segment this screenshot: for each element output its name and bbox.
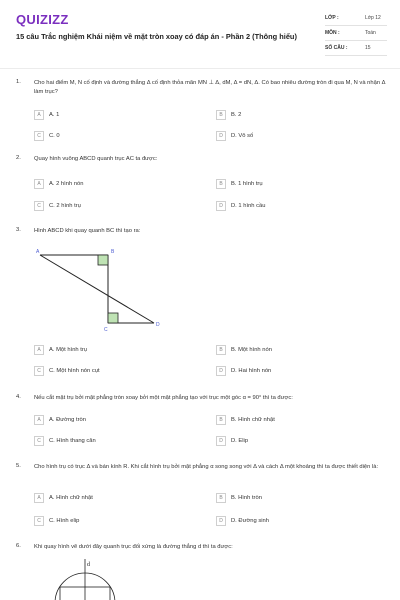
label-a: A [36,249,40,255]
option-text: B. Hình chữ nhật [231,417,275,423]
option-letter-box: D [216,131,226,141]
option-letter-box: B [216,345,226,355]
rotation-figure [30,557,150,600]
question-text: Nếu cắt mặt trụ bởi mặt phẳng tròn xoay bởi một mặt phẳng tạo với trục một góc α = 90° thì ta được: [34,395,293,401]
label-b: B [111,249,115,255]
option-b[interactable] [216,414,275,426]
option-a[interactable] [34,344,87,356]
option-text: C. 0 [49,133,60,139]
option-letter-box: D [216,201,226,211]
option-text: D. Đường sinh [231,518,269,524]
option-text: D. Elip [231,438,249,444]
option-letter-box: C [34,131,44,141]
option-text: B. 1 hình trụ [231,181,263,187]
option-b[interactable] [216,344,272,356]
option-letter-box: C [34,516,44,526]
option-letter-box: D [216,366,226,376]
segment-ad [40,255,154,323]
meta-label: LỚP : [325,15,339,21]
meta-label: MÔN : [325,30,340,36]
option-text: C. Một hình nón cụt [49,368,100,374]
meta-value: 15 [365,45,371,51]
option-letter-box: B [216,179,226,189]
meta-label: SỐ CÂU : [325,45,348,51]
trapezoid-figure [32,245,172,335]
option-b[interactable] [216,492,262,504]
option-text: A. Đường tròn [49,417,87,423]
meta-row-class [325,11,387,26]
option-letter-box: C [34,201,44,211]
question-number: 3. [16,227,21,233]
option-letter-box: A [34,179,44,189]
option-a[interactable] [34,109,59,121]
option-letter-box: A [34,415,44,425]
question-text: Hình ABCD khi quay quanh BC thì tạo ra: [34,228,141,234]
option-letter-box: A [34,493,44,503]
header-divider [0,68,400,69]
option-c[interactable] [34,435,96,447]
question-number: 6. [16,543,21,549]
option-b[interactable] [216,178,263,190]
question-text: Cho hình trụ có trục Δ và bán kính R. Khi cắt hình trụ bởi mặt phẳng α song song với Δ và cách Δ một khoảng thì ta được thiết diện là: [34,464,379,470]
option-text: D. 1 hình cầu [231,203,266,209]
option-a[interactable] [34,492,93,504]
option-d[interactable] [216,365,271,377]
meta-value: Lớp 12 [365,15,381,21]
option-d[interactable] [216,130,253,142]
option-d[interactable] [216,515,269,527]
option-a[interactable] [34,414,86,426]
label-d: d [87,562,90,568]
option-c[interactable] [34,365,100,377]
label-c: C [104,327,108,333]
option-letter-box: D [216,516,226,526]
option-letter-box: B [216,493,226,503]
option-text: D. Hai hình nón [231,368,272,374]
question-number: 4. [16,394,21,400]
quizizz-logo: QUIZIZZ [16,12,69,27]
option-letter-box: A [34,345,44,355]
option-letter-box: D [216,436,226,446]
option-letter-box: C [34,366,44,376]
meta-row-count [325,41,387,56]
option-text: C. Hình elip [49,518,80,524]
question-text: Khi quay hình vẽ dưới đây quanh trục đối xứng là đường thẳng d thì ta được: [34,544,233,550]
option-text: A. 1 [49,112,60,118]
right-angle-marker-b [98,255,108,265]
option-text: B. Hình tròn [231,495,262,501]
option-text: A. 2 hình nón [49,181,84,187]
option-text: B. Một hình nón [231,347,272,353]
question-number: 5. [16,463,21,469]
page-title: 15 câu Trắc nghiệm Khái niệm về mặt tròn xoay có đáp án - Phần 2 (Thông hiểu) [16,32,297,41]
meta-panel [325,11,387,56]
option-c[interactable] [34,200,81,212]
question-number: 2. [16,155,21,161]
option-a[interactable] [34,178,84,190]
option-d[interactable] [216,435,248,447]
question-text: Quay hình vuông ABCD quanh trục AC ta được: [34,156,158,162]
option-text: A. Một hình trụ [49,347,88,353]
option-letter-box: B [216,110,226,120]
option-c[interactable] [34,130,60,142]
question-text: Cho hai điểm M, N cố định và đường thẳng Δ cố định thỏa mãn MN ⊥ Δ, dM, Δ = dN, Δ. Có bao nhiêu đường tròn đi qua M, N và nhận Δ làm trục? [34,80,386,95]
option-b[interactable] [216,109,241,121]
option-text: C. 2 hình trụ [49,203,81,209]
option-letter-box: C [34,436,44,446]
option-text: C. Hình thang cân [49,438,96,444]
option-letter-box: A [34,110,44,120]
meta-row-subject [325,26,387,41]
option-d[interactable] [216,200,265,212]
option-text: D. Vô số [231,133,254,139]
option-c[interactable] [34,515,79,527]
meta-value: Toán [365,30,376,36]
option-text: A. Hình chữ nhật [49,495,93,501]
right-angle-marker-c [108,313,118,323]
option-letter-box: B [216,415,226,425]
question-number: 1. [16,79,21,85]
label-d: D [156,322,160,328]
option-text: B. 2 [231,112,242,118]
